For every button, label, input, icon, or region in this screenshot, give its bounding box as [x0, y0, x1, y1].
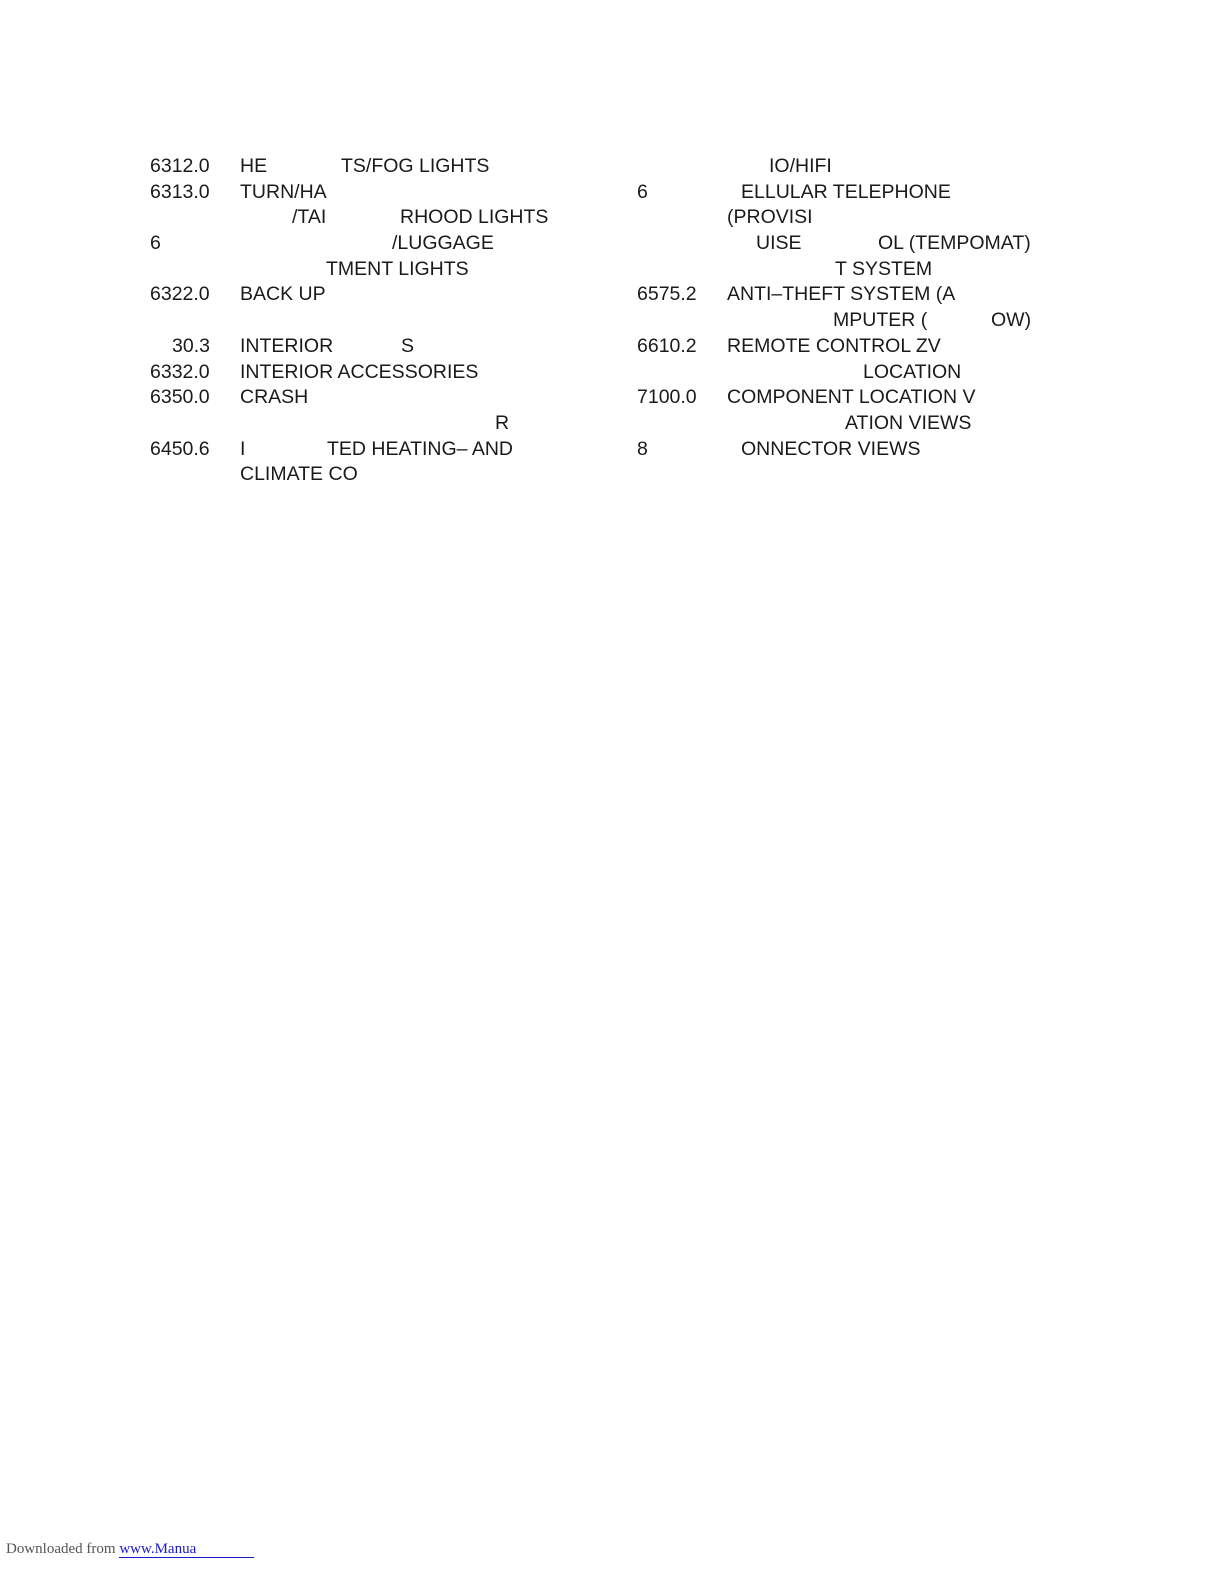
section-title: TS/FOG LIGHTS	[341, 155, 490, 177]
source-link[interactable]: www.Manua	[119, 1541, 254, 1558]
toc-line	[150, 231, 610, 257]
section-title: RHOOD LIGHTS	[400, 206, 549, 229]
section-title: ELLULAR TELEPHONE	[741, 180, 951, 203]
section-title: UISE	[756, 232, 802, 255]
toc-line	[150, 437, 610, 463]
section-title: R	[495, 411, 510, 434]
toc-line	[637, 257, 1157, 283]
toc-line	[150, 282, 610, 308]
toc-line	[150, 385, 610, 411]
section-title: BACK UP	[240, 283, 326, 306]
toc-line	[637, 308, 1157, 334]
section-title: (PROVISI	[727, 206, 813, 229]
toc-line	[150, 154, 610, 180]
section-title: OL (TEMPOMAT)	[878, 232, 1031, 255]
toc-line	[637, 411, 1157, 437]
toc-line	[150, 360, 610, 386]
section-number: 6350.0	[150, 386, 210, 409]
section-number: 6610.2	[637, 334, 697, 357]
section-title: TMENT LIGHTS	[326, 257, 469, 280]
toc-right-column	[637, 154, 1157, 462]
section-number: 30.3	[172, 334, 210, 357]
section-number: 6450.6	[150, 437, 210, 460]
toc-line	[637, 282, 1157, 308]
section-number: 8	[637, 437, 648, 460]
toc-line	[637, 437, 1157, 463]
section-number: 6	[150, 232, 161, 255]
section-title: T SYSTEM	[835, 257, 933, 280]
toc-line	[637, 205, 1157, 231]
toc-line	[150, 257, 610, 283]
section-title: COMPONENT LOCATION V	[727, 386, 976, 409]
toc-line	[637, 334, 1157, 360]
section-title: TED HEATING– AND	[327, 437, 514, 460]
section-title: REMOTE CONTROL ZV	[727, 334, 941, 357]
section-title: I	[240, 437, 246, 460]
footer-prefix: Downloaded from	[6, 1541, 120, 1557]
section-title: HE	[240, 155, 268, 177]
section-title: OW)	[991, 309, 1032, 332]
section-number: 6	[637, 180, 648, 203]
section-title: LOCATION	[863, 360, 962, 383]
section-title: ANTI–THEFT SYSTEM (A	[727, 283, 956, 306]
download-footer	[6, 1541, 254, 1558]
section-title: MPUTER (	[833, 309, 928, 332]
section-title: /LUGGAGE	[392, 232, 494, 255]
toc-line	[637, 385, 1157, 411]
toc-line	[637, 360, 1157, 386]
toc-line	[637, 154, 1157, 180]
toc-line	[637, 231, 1157, 257]
section-title: S	[401, 334, 415, 357]
section-title: CLIMATE CO	[240, 463, 358, 486]
section-number: 6332.0	[150, 360, 210, 383]
toc-line	[150, 411, 610, 437]
section-number: 6575.2	[637, 283, 697, 306]
toc-line	[150, 308, 610, 334]
section-title: ONNECTOR VIEWS	[741, 437, 921, 460]
section-title: TURN/HA	[240, 180, 327, 203]
section-title: CRASH	[240, 386, 309, 409]
section-number: 6313.0	[150, 180, 210, 203]
section-number: 7100.0	[637, 386, 697, 409]
section-title: IO/HIFI	[769, 155, 832, 177]
toc-line	[637, 180, 1157, 206]
toc-line	[150, 205, 610, 231]
section-title: INTERIOR ACCESSORIES	[240, 360, 479, 383]
section-title: ATION VIEWS	[845, 411, 972, 434]
toc-line	[150, 462, 610, 488]
section-number: 6322.0	[150, 283, 210, 306]
section-title: INTERIOR	[240, 334, 334, 357]
toc-line	[150, 334, 610, 360]
toc-left-column	[150, 154, 610, 488]
section-title: /TAI	[292, 206, 327, 229]
toc-line	[150, 180, 610, 206]
section-number: 6312.0	[150, 155, 210, 177]
